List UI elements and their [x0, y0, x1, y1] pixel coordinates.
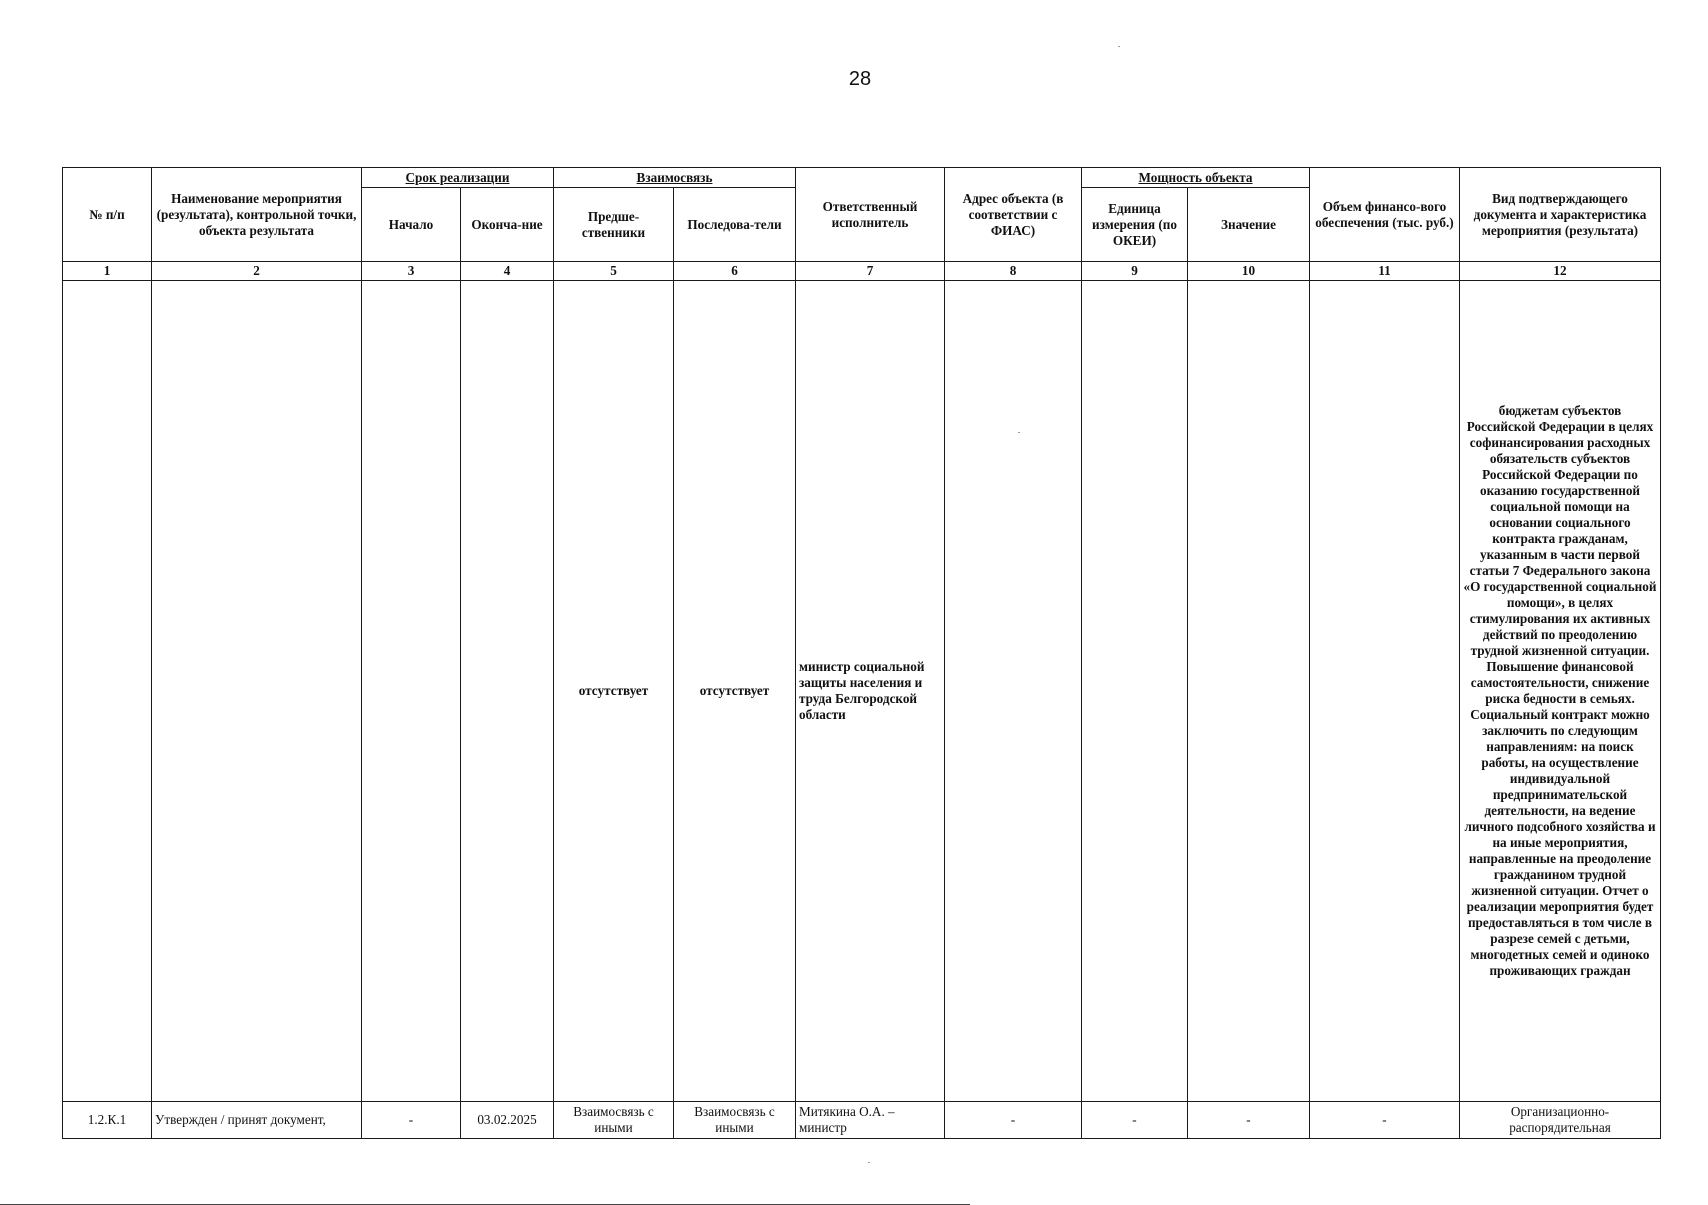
cell-responsible-text: Митякина О.А. – министр: [799, 1104, 895, 1135]
column-number: 7: [796, 262, 945, 281]
header-number: № п/п: [63, 168, 152, 262]
scan-speck: [1018, 432, 1020, 433]
cell-successors: [674, 1102, 796, 1139]
header-successors: Последова-тели: [674, 188, 796, 262]
cell-finance: -: [1310, 1102, 1460, 1139]
cell-value: -: [1188, 1102, 1310, 1139]
scan-speck: [868, 1162, 870, 1163]
cell-responsible: [796, 1102, 945, 1139]
header-group-term: Срок реализации: [362, 168, 554, 188]
cell-start: [362, 281, 461, 1102]
column-number: 5: [554, 262, 674, 281]
column-number: 9: [1082, 262, 1188, 281]
header-finance: Объем финансо-вого обеспечения (тыс. руб.): [1310, 168, 1460, 262]
cell-name: [152, 1102, 362, 1139]
header-group-link: Взаимосвязь: [554, 168, 796, 188]
header-value: Значение: [1188, 188, 1310, 262]
column-number: 2: [152, 262, 362, 281]
column-number: 1: [63, 262, 152, 281]
column-number: 3: [362, 262, 461, 281]
cell-end: [461, 281, 554, 1102]
cell-number: 1.2.К.1: [63, 1102, 152, 1139]
cell-end: 03.02.2025: [461, 1102, 554, 1139]
header-predecessors: Предше-ственники: [554, 188, 674, 262]
cell-finance: [1310, 281, 1460, 1102]
cell-predecessors: [554, 1102, 674, 1139]
header-name: Наименование мероприятия (результата), контрольной точки, объекта результата: [152, 168, 362, 262]
header-responsible: Ответственный исполнитель: [796, 168, 945, 262]
header-unit: Единица измерения (по ОКЕИ): [1082, 188, 1188, 262]
cell-address: [945, 281, 1082, 1102]
header-end: Оконча-ние: [461, 188, 554, 262]
table-row: [63, 1102, 1661, 1139]
cell-start: -: [362, 1102, 461, 1139]
cell-unit: -: [1082, 1102, 1188, 1139]
cell-predecessors: отсутствует: [554, 281, 674, 1102]
page-number: 28: [848, 68, 872, 90]
column-number: 11: [1310, 262, 1460, 281]
scan-speck: [1118, 46, 1120, 47]
cell-unit: [1082, 281, 1188, 1102]
cell-name-text: Утвержден / принят документ,: [155, 1112, 326, 1127]
cell-document-text: Организационно-распорядительная: [1509, 1104, 1611, 1135]
header-group-capacity: Мощность объекта: [1082, 168, 1310, 188]
cell-document: [1460, 1102, 1661, 1139]
cell-name: [152, 281, 362, 1102]
column-number: 10: [1188, 262, 1310, 281]
cell-document: бюджетам субъектов Российской Федерации в целях софинансирования расходных обязательств субъектов Российской Федерации по оказанию государственной социальной помощи на основании социального контракта гражданам, указанным в части первой статьи 7 Федерального закона «О государственной социальной помощи», в целях стимулирования их активных действий по преодолению трудной жизненной ситуации. Повышение финансовой самостоятельности, снижение риска бедности в семьях. Социальный контракт можно заключить по следующим направлениям: на поиск работы, на осуществление индивидуальной предпринимательской деятельности, на ведение личного подсобного хозяйства и на иные мероприятия, направленные на преодоление гражданином трудной жизненной ситуации. Отчет о реализации мероприятия будет предоставляться в том числе в разрезе семей с детьми, многодетных семей и одиноко проживающих граждан: [1460, 281, 1661, 1102]
cell-address: -: [945, 1102, 1082, 1139]
cell-value: [1188, 281, 1310, 1102]
header-address: Адрес объекта (в соответствии с ФИАС): [945, 168, 1082, 262]
header-start: Начало: [362, 188, 461, 262]
cell-successors-text: Взаимосвязь с иными: [694, 1104, 775, 1135]
header-document: Вид подтверждающего документа и характеристика мероприятия (результата): [1460, 168, 1661, 262]
column-number: 8: [945, 262, 1082, 281]
cell-responsible: министр социальной защиты населения и труда Белгородской области: [796, 281, 945, 1102]
cell-number: [63, 281, 152, 1102]
table-row: [63, 281, 1661, 1102]
column-number: 6: [674, 262, 796, 281]
activities-table: [62, 167, 1661, 1139]
cell-predecessors-text: Взаимосвязь с иными: [573, 1104, 654, 1135]
column-number: 12: [1460, 262, 1661, 281]
cell-successors: отсутствует: [674, 281, 796, 1102]
column-number: 4: [461, 262, 554, 281]
